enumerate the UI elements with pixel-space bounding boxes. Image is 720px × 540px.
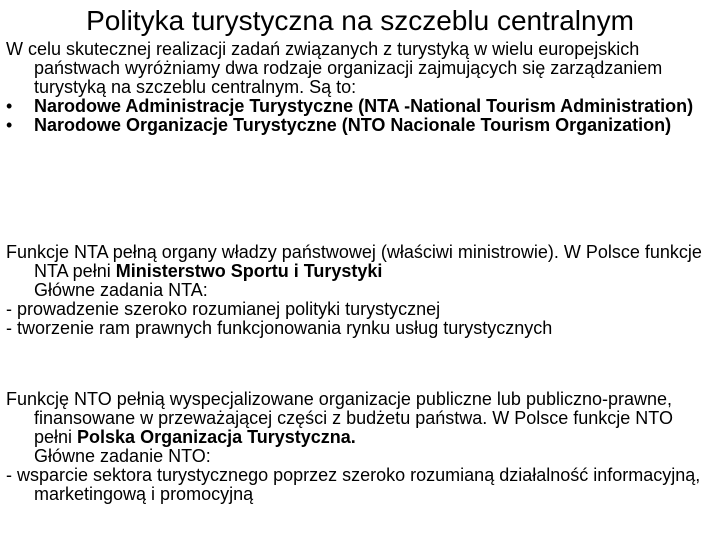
intro-paragraph: W celu skutecznej realizacji zadań związanych z turystyką w wielu europejskich państwach wyróżniamy dwa rodzaje organizacji zajmujących się zarządzaniem turystyką na szczeblu centralnym. Są to:	[6, 39, 663, 97]
nta-description	[6, 243, 712, 281]
nta-description-text: Funkcje NTA pełną organy władzy państwowej (właściwi ministrowie). W Polsce funkcje NTA pełni	[6, 242, 702, 281]
section-organization-types	[6, 40, 712, 135]
bullet-icon: •	[6, 115, 13, 135]
bullet-icon: •	[6, 96, 13, 116]
section-nto	[6, 390, 712, 504]
nta-ministry-name: Ministerstwo Sportu i Turystyki	[115, 261, 383, 281]
section-nta	[6, 243, 712, 338]
slide-title: Polityka turystyczna na szczeblu centralnym	[86, 5, 634, 36]
nto-description	[6, 390, 712, 447]
nta-task-item: - tworzenie ram prawnych funkcjonowania rynku usług turystycznych	[6, 318, 553, 338]
nta-task-item: - prowadzenie szeroko rozumianej polityki turystycznej	[6, 299, 441, 319]
bullet-item-nto	[6, 116, 712, 135]
nta-tasks-heading: Główne zadania NTA:	[34, 280, 208, 300]
nto-description-text: Funkcję NTO pełnią wyspecjalizowane organizacje publiczne lub publiczno-prawne, finansowane w przeważającej części z budżetu państwa. W Polsce funkcje NTO pełni	[6, 389, 673, 447]
nto-task-item: - wsparcie sektora turystycznego poprzez szeroko rozumianą działalność informacyjną, marketingową i promocyjną	[6, 465, 701, 504]
bullet-text-nto: Narodowe Organizacje Turystyczne (NTO Nacionale Tourism Organization)	[34, 115, 672, 135]
nto-organization-name: Polska Organizacja Turystyczna.	[77, 427, 356, 447]
nto-tasks-heading: Główne zadanie NTO:	[34, 446, 211, 466]
bullet-item-nta	[6, 97, 712, 116]
bullet-text-nta: Narodowe Administracje Turystyczne (NTA -National Tourism Administration)	[34, 96, 694, 116]
